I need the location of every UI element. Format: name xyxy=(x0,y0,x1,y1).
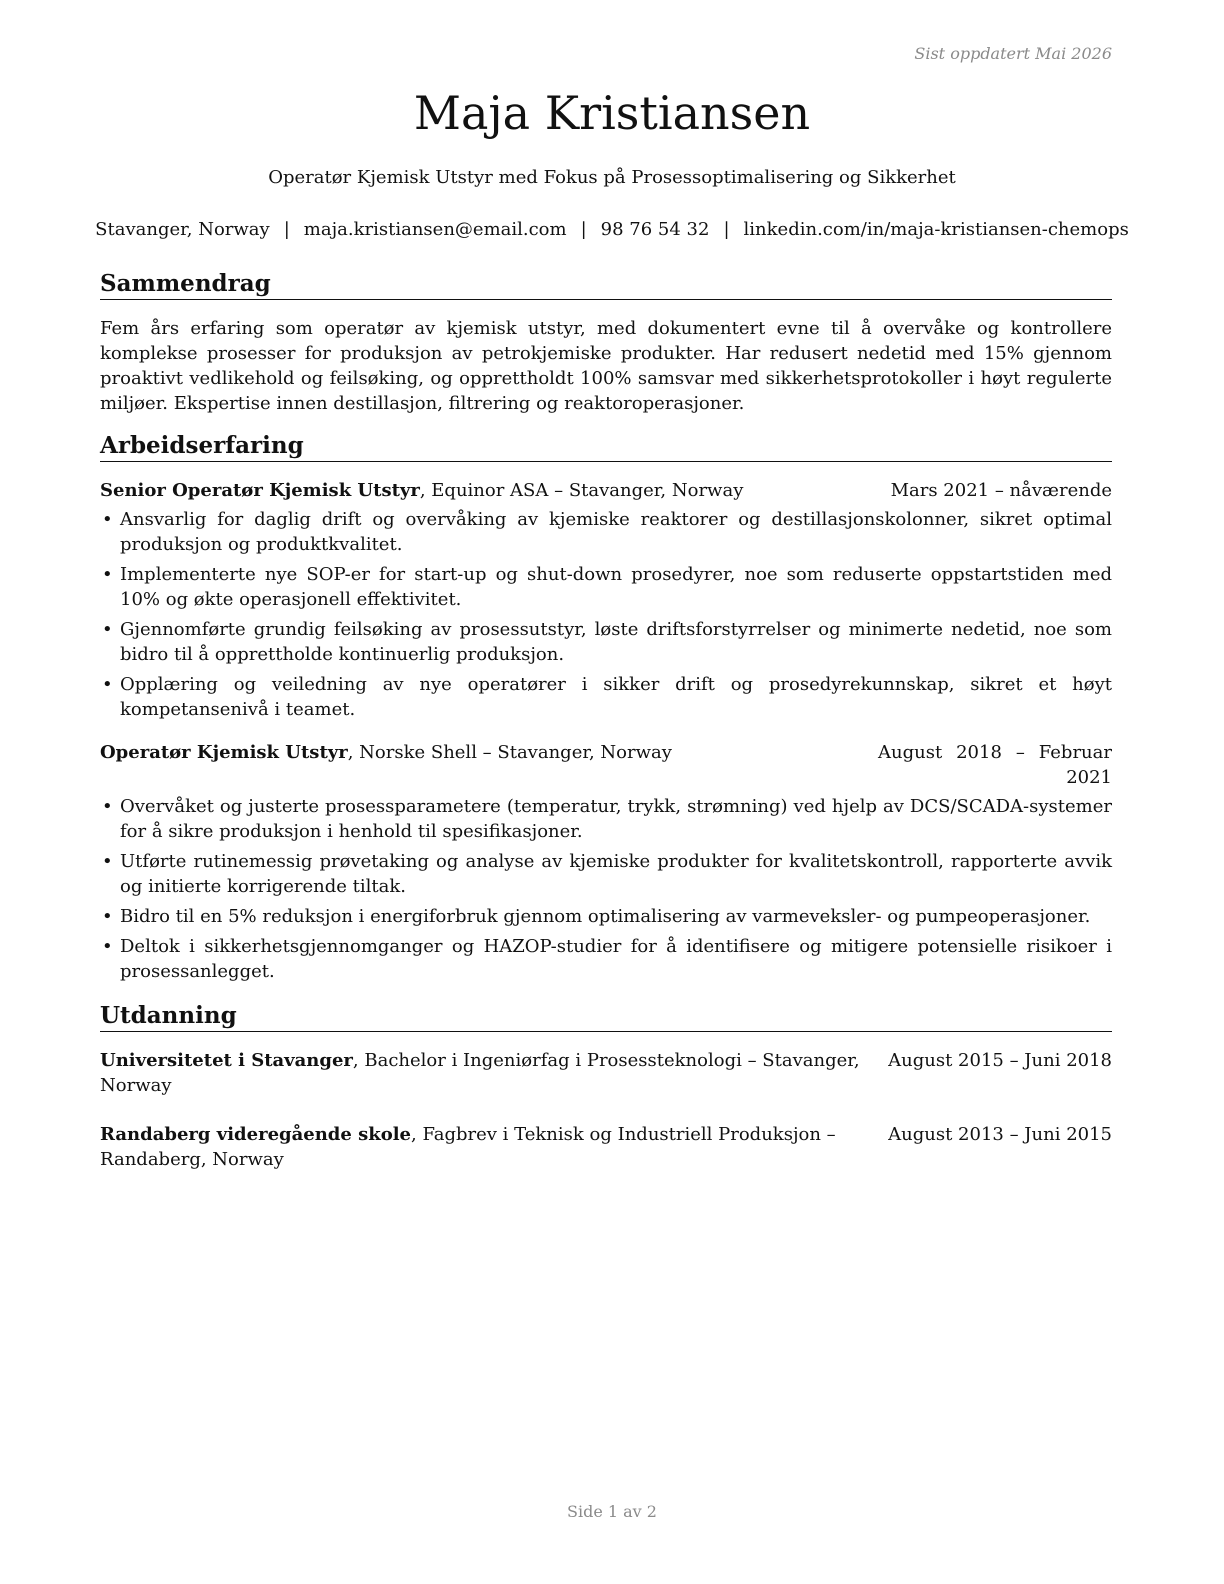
education-dates: August 2013 – Juni 2015 xyxy=(888,1124,1112,1145)
contact-location: Stavanger, Norway xyxy=(95,219,270,240)
education-school: Randaberg videregående skole xyxy=(100,1124,412,1145)
last-updated-note: Sist oppdatert Mai 2026 xyxy=(914,44,1112,63)
job-entry xyxy=(100,740,1112,984)
job-bullet: • Bidro til en 5% reduksjon i energiforbruk gjennom optimalisering av varmeveksler- og pumpeoperasjoner. xyxy=(100,904,1112,929)
job-dates: Mars 2021 – nåværende xyxy=(890,480,1112,501)
job-bullet: • Gjennomførte grundig feilsøking av prosessutstyr, løste driftsforstyrrelser og minimerte nedetid, noe som bidro til å opprettholde kontinuerlig produksjon. xyxy=(100,617,1112,667)
job-header xyxy=(100,740,1112,790)
contact-separator: | xyxy=(283,219,290,240)
education-header xyxy=(100,1122,1112,1172)
job-dates: August 2018 – Februar 2021 xyxy=(878,742,1112,788)
job-company-location: , Norske Shell – Stavanger, Norway xyxy=(347,742,672,763)
education-school: Universitetet i Stavanger xyxy=(100,1050,353,1071)
resume-name: Maja Kristiansen xyxy=(413,86,811,140)
job-bullet-list xyxy=(100,794,1112,984)
education-dates: August 2015 – Juni 2018 xyxy=(888,1050,1112,1071)
education-header xyxy=(100,1048,1112,1098)
job-bullet: • Ansvarlig for daglig drift og overvåking av kjemiske reaktorer og destillasjonskolonner, sikret optimal produksjon og produktkvalitet. xyxy=(100,507,1112,557)
resume-body xyxy=(100,270,1112,1196)
contact-separator: | xyxy=(723,219,730,240)
summary-text: Fem års erfaring som operatør av kjemisk utstyr, med dokumentert evne til å overvåke og kontrollere komplekse prosesser for produksjon av petrokjemiske produkter. Har redusert nedetid med 15% gjennom proaktivt vedlikehold og feilsøking, og opprettholdt 100% samsvar med sikkerhetsprotokoller i høyt regulerte miljøer. Ekspertise innen destillasjon, filtrering og reaktoroperasjoner. xyxy=(100,318,1112,414)
education-entry xyxy=(100,1048,1112,1098)
education-degree: , Fagbrev i Teknisk og Industriell Produksjon – Randaberg, Norway xyxy=(100,1124,836,1170)
job-header xyxy=(100,478,1112,503)
job-title: Operatør Kjemisk Utstyr xyxy=(100,742,348,763)
job-bullet: • Overvåket og justerte prosessparametere (temperatur, trykk, strømning) ved hjelp av DCS/SCADA-systemer for å sikre produksjon i henhold til spesifikasjoner. xyxy=(100,794,1112,844)
section-title-summary: Sammendrag xyxy=(100,270,1112,300)
page-number: Side 1 av 2 xyxy=(567,1502,657,1521)
job-entry xyxy=(100,478,1112,722)
job-bullet: • Implementerte nye SOP-er for start-up og shut-down prosedyrer, noe som reduserte oppstartstiden med 10% og økte operasjonell effektivitet. xyxy=(100,562,1112,612)
job-bullet: • Opplæring og veiledning av nye operatører i sikker drift og prosedyrekunnskap, sikret et høyt kompetansenivå i teamet. xyxy=(100,672,1112,722)
education-degree: , Bachelor i Ingeniørfag i Prosessteknologi – Stavanger, Norway xyxy=(100,1050,860,1096)
job-bullet-list xyxy=(100,507,1112,722)
resume-headline: Operatør Kjemisk Utstyr med Fokus på Prosessoptimalisering og Sikkerhet xyxy=(268,167,956,188)
contact-phone: 98 76 54 32 xyxy=(600,219,710,240)
section-title-experience: Arbeidserfaring xyxy=(100,432,1112,462)
contact-linkedin[interactable]: linkedin.com/in/maja-kristiansen-chemops xyxy=(743,219,1129,240)
contact-line xyxy=(0,219,1224,240)
job-title: Senior Operatør Kjemisk Utstyr xyxy=(100,480,420,501)
section-title-education: Utdanning xyxy=(100,1002,1112,1032)
education-entry xyxy=(100,1122,1112,1172)
contact-email[interactable]: maja.kristiansen@email.com xyxy=(303,219,567,240)
job-bullet: • Deltok i sikkerhetsgjennomganger og HAZOP-studier for å identifisere og mitigere potensielle risikoer i prosessanlegget. xyxy=(100,934,1112,984)
contact-separator: | xyxy=(580,219,587,240)
job-company-location: , Equinor ASA – Stavanger, Norway xyxy=(419,480,744,501)
job-bullet: • Utførte rutinemessig prøvetaking og analyse av kjemiske produkter for kvalitetskontroll, rapporterte avvik og initierte korrigerende tiltak. xyxy=(100,849,1112,899)
